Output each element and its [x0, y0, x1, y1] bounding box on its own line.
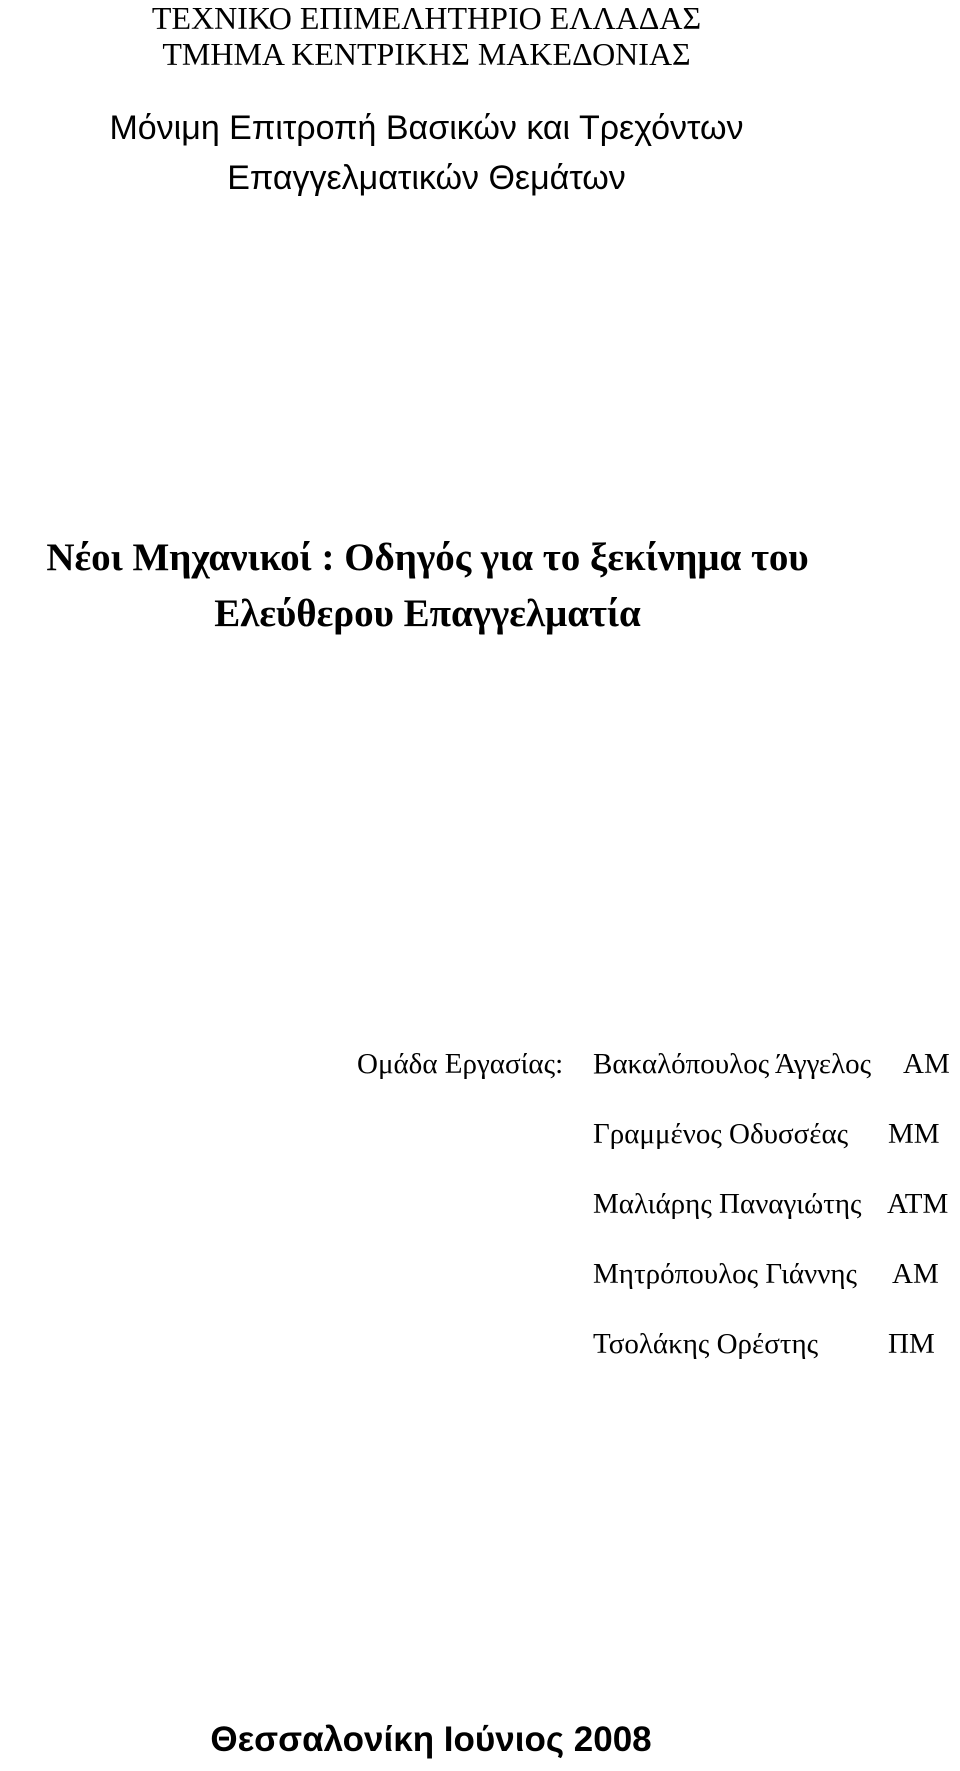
- team-member-name: Μητρόπουλος Γιάννης: [593, 1258, 857, 1290]
- place-and-date: Θεσσαλονίκη Ιούνιος 2008: [210, 1720, 652, 1759]
- team-member-name: Τσολάκης Ορέστης: [593, 1328, 819, 1360]
- team-member-code: ΜΜ: [888, 1118, 940, 1150]
- document-title-line1: Νέοι Μηχανικοί : Οδηγός για το ξεκίνημα του: [46, 536, 809, 579]
- team-member-name: Γραμμένος Οδυσσέας: [593, 1118, 849, 1150]
- team-member-code: ΠΜ: [888, 1328, 935, 1360]
- team-member-name: Βακαλόπουλος Άγγελος: [593, 1048, 872, 1080]
- team-member-name: Μαλιάρης Παναγιώτης: [593, 1188, 862, 1220]
- organization-branch: ΤΜΗΜΑ ΚΕΝΤΡΙΚΗΣ ΜΑΚΕΔΟΝΙΑΣ: [162, 36, 691, 72]
- team-member-code: ΑΜ: [903, 1048, 950, 1080]
- committee-name-line1: Μόνιμη Επιτροπή Βασικών και Τρεχόντων: [109, 109, 744, 147]
- team-member-code: ΑΤΜ: [887, 1188, 949, 1220]
- document-title-line2: Ελεύθερου Επαγγελματία: [214, 592, 641, 635]
- team-label: Ομάδα Εργασίας:: [357, 1048, 564, 1080]
- organization-name: ΤΕΧΝΙΚΟ ΕΠΙΜΕΛΗΤΗΡΙΟ ΕΛΛΑΔΑΣ: [151, 0, 702, 36]
- committee-name-line2: Επαγγελματικών Θεμάτων: [227, 159, 626, 197]
- team-member-code: ΑΜ: [892, 1258, 939, 1290]
